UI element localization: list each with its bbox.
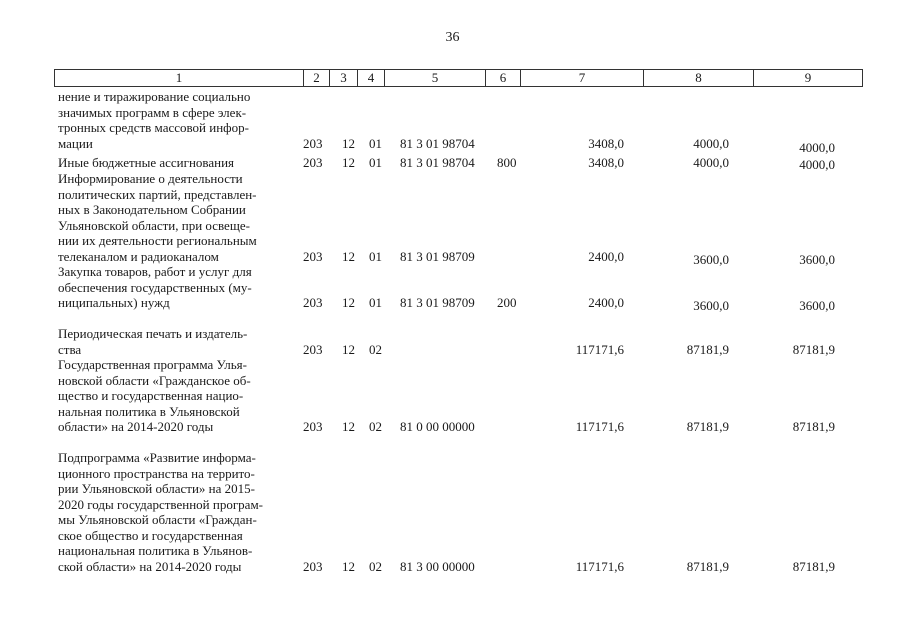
- cell-col-4: 01: [369, 155, 382, 170]
- cell-col-2: 203: [303, 248, 323, 264]
- cell-col-4: 01: [369, 248, 382, 264]
- cell-col-6: 800: [497, 155, 517, 170]
- cell-col-2: 203: [303, 558, 323, 574]
- cell-col-2: 203: [303, 295, 323, 310]
- cell-col-3: 12: [342, 248, 355, 264]
- description-line: ниципальных) нужд: [58, 295, 170, 310]
- header-col-7: 7: [520, 70, 643, 86]
- description-line: 2020 годы государственной програм-: [58, 496, 263, 512]
- cell-col-5: 81 3 01 98704: [400, 155, 475, 170]
- cell-col-7: 117171,6: [575, 341, 624, 357]
- description-line: обеспечения государственных (му-: [58, 279, 252, 295]
- cell-col-4: 02: [369, 341, 382, 357]
- cell-col-9: 4000,0: [799, 139, 835, 155]
- header-col-2: 2: [303, 70, 329, 86]
- description-line: рии Ульяновской области» на 2015-: [58, 481, 255, 496]
- description-line: ства: [58, 341, 82, 357]
- header-col-6: 6: [485, 70, 520, 86]
- cell-col-9: 87181,9: [792, 419, 835, 434]
- cell-col-9: 4000,0: [799, 157, 835, 172]
- description-line: Государственная программа Улья-: [58, 357, 247, 372]
- row-description: [58, 89, 298, 151]
- row-description: [58, 264, 298, 311]
- cell-col-2: 203: [303, 341, 323, 357]
- description-line: политических партий, представлен-: [58, 186, 257, 202]
- description-line: мы Ульяновской области «Граждан-: [58, 512, 257, 527]
- description-line: тронных средств массовой инфор-: [58, 120, 249, 135]
- description-line: национальная политика в Ульянов-: [58, 543, 253, 558]
- description-line: телеканалом и радиоканалом: [58, 248, 219, 264]
- cell-col-4: 01: [369, 135, 382, 151]
- row-description: [58, 357, 298, 435]
- header-col-1: 1: [54, 70, 303, 86]
- header-col-3: 3: [329, 70, 357, 86]
- description-line: новской области «Гражданское об-: [58, 372, 251, 388]
- description-line: ционного пространства на террито-: [58, 465, 255, 481]
- cell-col-4: 02: [369, 419, 382, 434]
- cell-col-5: 81 3 00 00000: [400, 558, 475, 574]
- row-description: [58, 155, 298, 171]
- cell-col-4: 02: [369, 558, 382, 574]
- cell-col-5: 81 3 01 98704: [400, 135, 475, 151]
- cell-col-9: 3600,0: [799, 251, 835, 267]
- header-col-8: 8: [643, 70, 753, 86]
- cell-col-7: 117171,6: [575, 558, 624, 574]
- description-line: нальная политика в Ульяновской: [58, 403, 240, 419]
- cell-col-7: 3408,0: [588, 135, 624, 151]
- description-line: нии их деятельности региональным: [58, 233, 257, 248]
- cell-col-3: 12: [342, 135, 355, 151]
- cell-col-2: 203: [303, 155, 323, 170]
- cell-col-9: 87181,9: [792, 341, 835, 357]
- header-col-5: 5: [384, 70, 485, 86]
- row-description: [58, 171, 298, 264]
- description-line: ской области» на 2014-2020 годы: [58, 558, 242, 574]
- description-line: мации: [58, 135, 93, 151]
- cell-col-7: 117171,6: [575, 419, 624, 434]
- description-line: Периодическая печать и издатель-: [58, 326, 248, 341]
- cell-col-7: 3408,0: [588, 155, 624, 170]
- cell-col-8: 87181,9: [686, 341, 729, 357]
- cell-col-4: 01: [369, 295, 382, 310]
- description-line: Иные бюджетные ассигнования: [58, 155, 235, 170]
- cell-col-9: 87181,9: [792, 558, 835, 574]
- description-line: Подпрограмма «Развитие информа-: [58, 450, 256, 465]
- description-line: области» на 2014-2020 годы: [58, 419, 214, 434]
- cell-col-8: 4000,0: [693, 155, 729, 170]
- cell-col-8: 3600,0: [693, 251, 729, 267]
- description-line: щество и государственная нацио-: [58, 388, 244, 403]
- cell-col-3: 12: [342, 419, 355, 434]
- description-line: нение и тиражирование социально: [58, 89, 251, 104]
- cell-col-9: 3600,0: [799, 298, 835, 313]
- page-number: 36: [445, 30, 460, 45]
- cell-col-5: 81 3 01 98709: [400, 295, 475, 310]
- cell-col-2: 203: [303, 419, 323, 434]
- header-col-9: 9: [753, 70, 863, 86]
- cell-col-3: 12: [342, 295, 355, 310]
- cell-col-3: 12: [342, 558, 355, 574]
- header-col-4: 4: [357, 70, 384, 86]
- cell-col-8: 87181,9: [686, 419, 729, 434]
- cell-col-3: 12: [342, 155, 355, 170]
- cell-col-7: 2400,0: [588, 248, 624, 264]
- description-line: ных в Законодательном Собрании: [58, 202, 246, 217]
- row-description: [58, 326, 298, 357]
- cell-col-3: 12: [342, 341, 355, 357]
- description-line: ское общество и государственная: [58, 527, 243, 543]
- table-header: [54, 69, 863, 87]
- cell-col-2: 203: [303, 135, 323, 151]
- description-line: Закупка товаров, работ и услуг для: [58, 264, 252, 279]
- description-line: Ульяновской области, при освеще-: [58, 217, 250, 233]
- description-line: значимых программ в сфере элек-: [58, 104, 247, 120]
- cell-col-8: 4000,0: [693, 135, 729, 151]
- cell-col-5: 81 0 00 00000: [400, 419, 475, 434]
- description-line: Информирование о деятельности: [58, 171, 243, 186]
- row-description: [58, 450, 298, 574]
- cell-col-5: 81 3 01 98709: [400, 248, 475, 264]
- cell-col-8: 3600,0: [693, 298, 729, 313]
- cell-col-7: 2400,0: [588, 295, 624, 310]
- cell-col-6: 200: [497, 295, 517, 310]
- cell-col-8: 87181,9: [686, 558, 729, 574]
